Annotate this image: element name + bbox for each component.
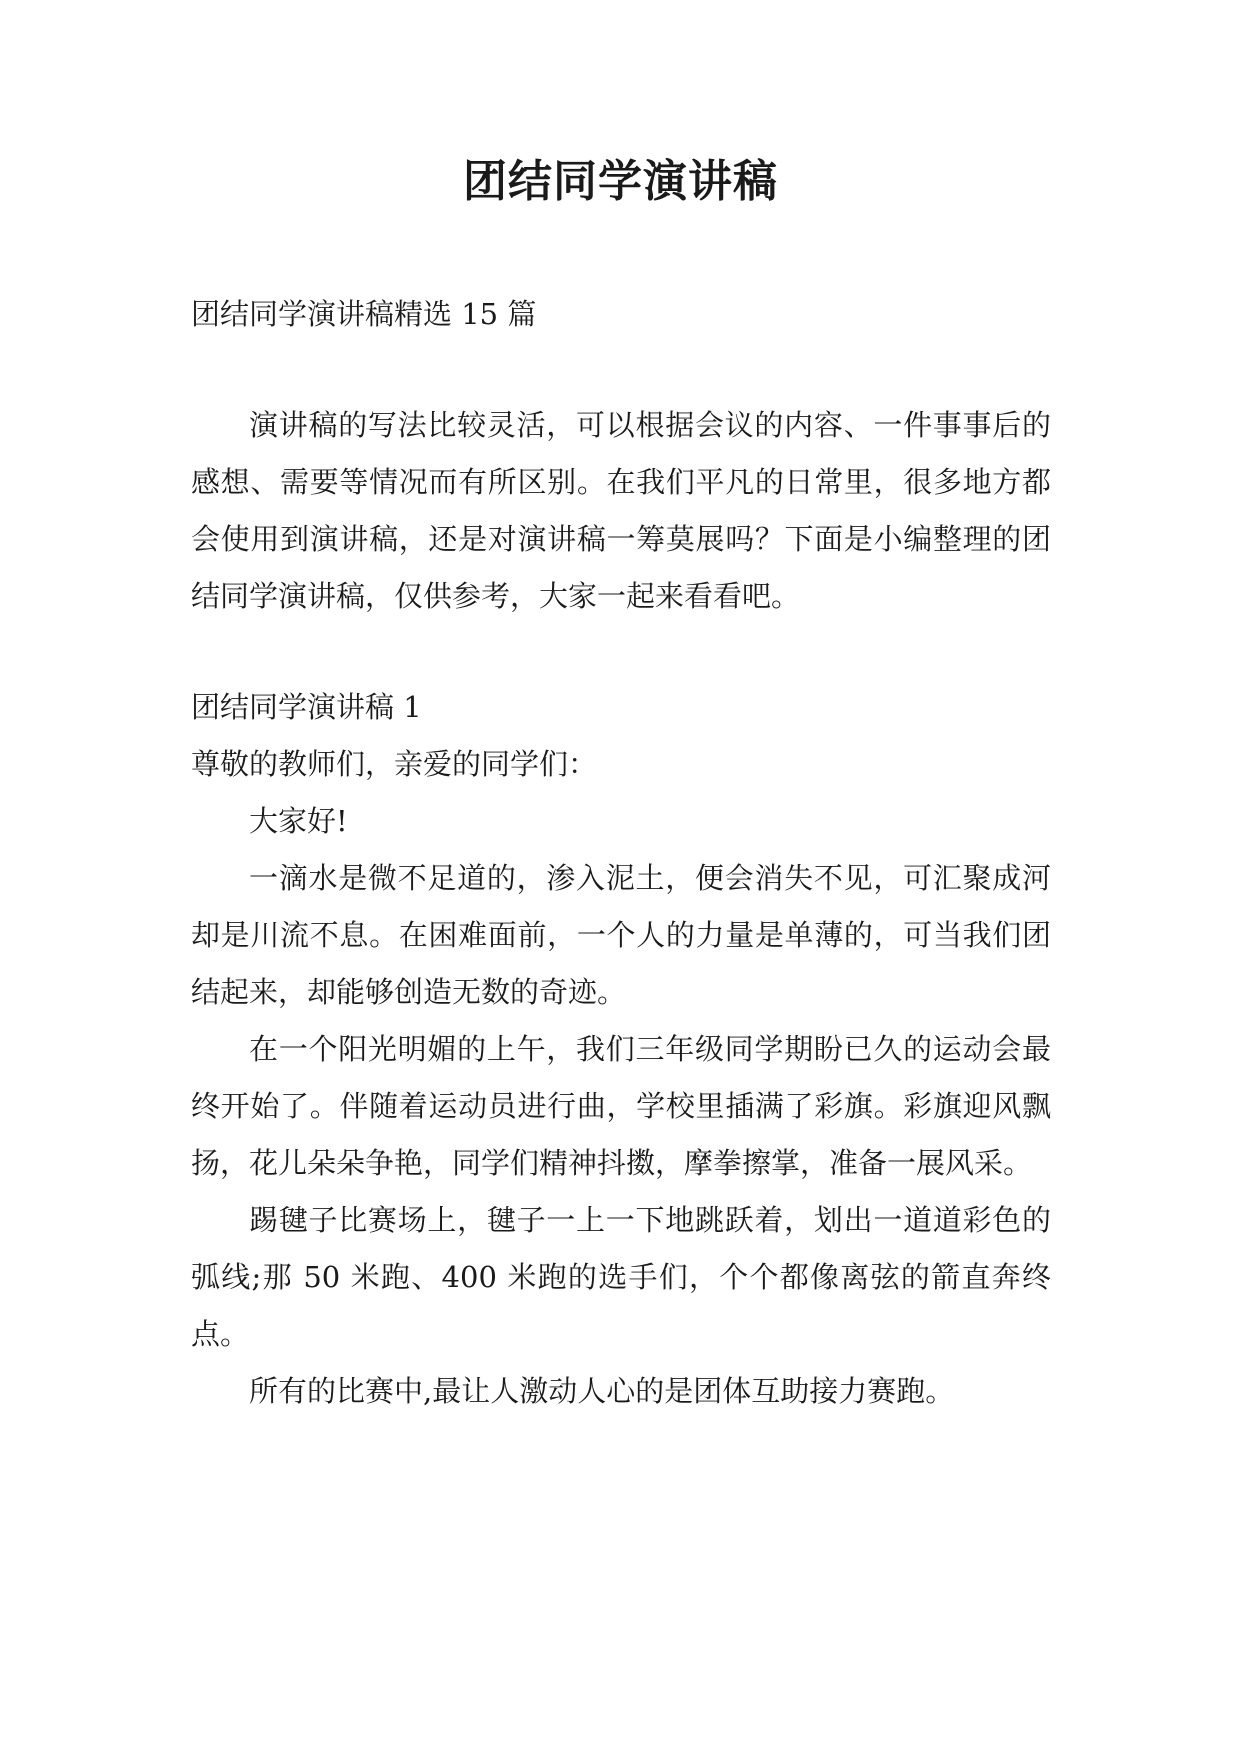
document-title: 团结同学演讲稿: [463, 156, 778, 207]
section-heading: 团结同学演讲稿 1: [191, 690, 422, 724]
intro-paragraph: 演讲稿的写法比较灵活，可以根据会议的内容、一件事事后的感想、需要等情况而有所区别。在我们平凡的日常里，很多地方都会使用到演讲稿，还是对演讲稿一筹莫展吗？下面是小编整理的团结同学演讲稿，仅供参考，大家一起来看看吧。: [191, 408, 1051, 613]
greeting: 大家好!: [249, 804, 348, 838]
document-subtitle: 团结同学演讲稿精选 15 篇: [191, 297, 537, 331]
body-paragraph: 所有的比赛中,最让人激动人心的是团体互助接力赛跑。: [249, 1374, 955, 1408]
body-paragraph: 一滴水是微不足道的，渗入泥土，便会消失不见，可汇聚成河却是川流不息。在困难面前，一个人的力量是单薄的，可当我们团结起来，却能够创造无数的奇迹。: [191, 861, 1051, 1009]
body-paragraph: 在一个阳光明媚的上午，我们三年级同学期盼已久的运动会最终开始了。伴随着运动员进行曲，学校里插满了彩旗。彩旗迎风飘扬，花儿朵朵争艳，同学们精神抖擞，摩拳擦掌，准备一展风采。: [191, 1032, 1051, 1180]
body-paragraph: 踢毽子比赛场上，毽子一上一下地跳跃着，划出一道道彩色的弧线;那 50 米跑、400 米跑的选手们，个个都像离弦的箭直奔终点。: [191, 1203, 1051, 1351]
document-body: [191, 286, 1051, 1420]
salutation: 尊敬的教师们，亲爱的同学们：: [191, 747, 598, 781]
